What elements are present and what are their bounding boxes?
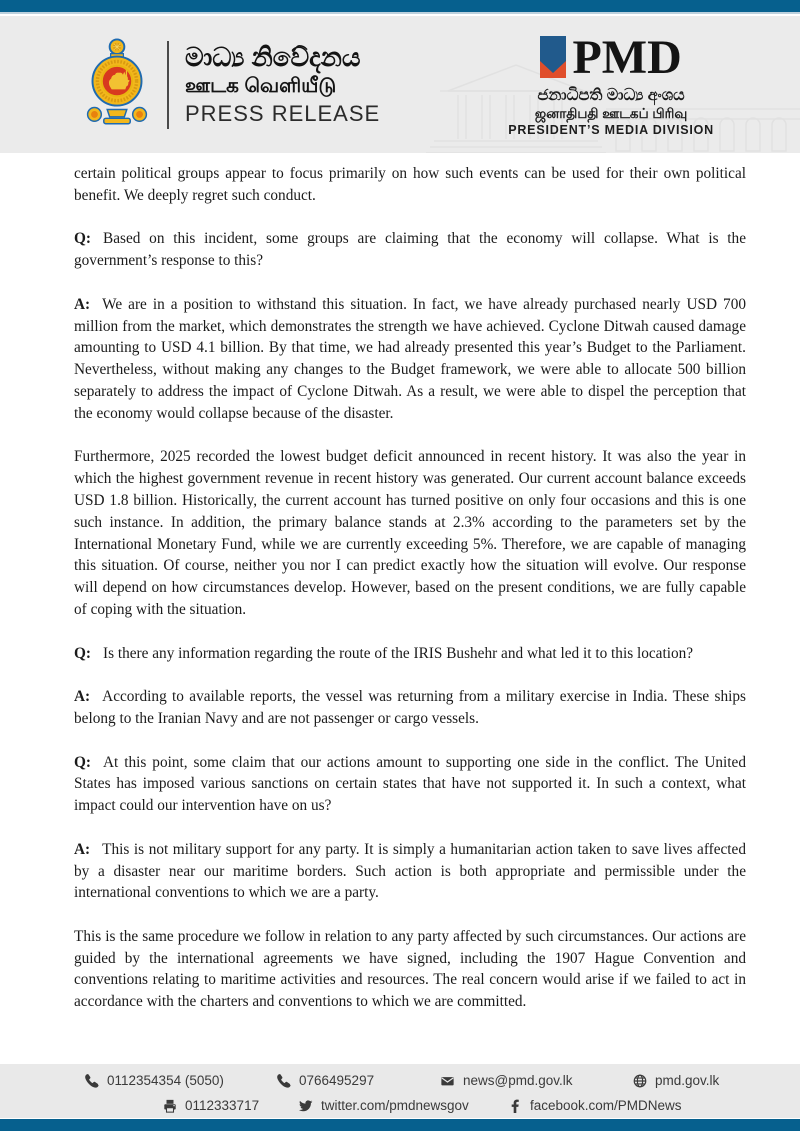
pmd-logo-block [508, 31, 714, 138]
sri-lanka-emblem-icon [85, 36, 149, 134]
qa-label: Q: [74, 230, 91, 248]
globe-icon [633, 1074, 647, 1088]
email-icon [440, 1074, 455, 1088]
press-release-title-tamil: ஊடக வெளியீடு [185, 75, 337, 97]
footer-website [633, 1073, 719, 1088]
footer-phone-2-text: 0766495297 [299, 1073, 375, 1088]
press-release-title-block [185, 42, 380, 128]
fax-icon [163, 1099, 177, 1113]
paragraph [74, 839, 746, 904]
footer-phone-1 [85, 1073, 224, 1088]
paragraph [74, 926, 746, 1013]
header [0, 16, 800, 153]
twitter-icon [298, 1099, 313, 1113]
footer-contact-bar [0, 1064, 800, 1118]
paragraph-text: Based on this incident, some groups are claiming that the economy will collapse. What is the government’s response to this? [74, 230, 746, 270]
paragraph-text: This is the same procedure we follow in relation to any party affected by such circumstances. Our actions are guided by the international agreements we have signed, including the 1907 Hague Convention and conventions relating to maritime activities and resources. The real concern would arise if we failed to act in accordance with the charters and conventions to which we are committed. [74, 927, 746, 1011]
press-release-title-english: PRESS RELEASE [185, 101, 381, 126]
header-divider [167, 41, 169, 129]
paragraph [74, 752, 746, 817]
pmd-caption-tamil: ஜனாதிபதி ஊடகப் பிரிவு [534, 106, 688, 121]
paragraph [74, 163, 746, 207]
qa-label: Q: [74, 644, 91, 662]
paragraph-text: certain political groups appear to focus primarily on how such events can be used for their own political benefit. We deeply regret such conduct. [74, 165, 746, 204]
document-body [74, 153, 746, 1035]
phone-icon [277, 1074, 291, 1088]
footer-phone-2 [277, 1073, 374, 1088]
footer-website-text: pmd.gov.lk [655, 1073, 720, 1088]
paragraph [74, 686, 746, 730]
paragraph-text: We are in a position to withstand this situation. In fact, we have already purchased nearly USD 700 million from the market, which demonstrates the strength we have achieved. Cyclone Ditwah caused damage amounting to USD 4.1 billion. By that time, we had already presented this year’s Budget to the Parliament. Nevertheless, without making any changes to the Budget framework, we were able to allocate 500 billion separately to address the impact of Cyclone Ditwah. As a result, we were able to dispel the perception that the economy would collapse because of the disaster. [74, 295, 746, 422]
pmd-logo-row [540, 31, 682, 84]
qa-label: A: [74, 840, 91, 858]
paragraph-text: This is not military support for any party. It is simply a humanitarian action taken to save lives affected by a disaster near our maritime borders. Such action is both appropriate and permissible under the international conventions to which we are a party. [74, 840, 746, 902]
footer-email [440, 1073, 573, 1088]
pmd-wordmark: PMD [572, 31, 682, 84]
press-release-title-sinhala: මාධ්‍ය නිවේදනය [185, 42, 361, 72]
paragraph [74, 294, 746, 425]
phone-icon [85, 1074, 99, 1088]
footer-facebook [508, 1098, 682, 1113]
footer-twitter [298, 1098, 469, 1113]
paragraph-text: Is there any information regarding the route of the IRIS Bushehr and what led it to this location? [103, 644, 694, 662]
paragraph-text: At this point, some claim that our actions amount to supporting one side in the conflict. The United States has imposed various sanctions on certain states that have not supported it. In such a context, what impact could our intervention have on us? [74, 753, 746, 815]
footer-facebook-text: facebook.com/PMDNews [530, 1098, 682, 1113]
pmd-caption-sinhala: ජනාධිපති මාධ්‍ය අංශය [537, 87, 685, 104]
top-accent-bar [0, 0, 800, 14]
pmd-flag-icon [540, 36, 566, 78]
footer-twitter-text: twitter.com/pmdnewsgov [321, 1098, 469, 1113]
pmd-caption-english: PRESIDENT’S MEDIA DIVISION [508, 123, 714, 137]
paragraph-text: Furthermore, 2025 recorded the lowest budget deficit announced in recent history. It was also the year in which the highest government revenue in recent history was generated. Our current account balance exceeds USD 1.8 billion. Historically, the current account has turned positive on only four occasions and this is one such instance. In addition, the primary balance stands at 2.3% according to the parameters set by the International Monetary Fund, while we are currently exceeding 5%. Therefore, we are capable of managing this situation. Of course, neither you nor I can predict exactly how the situation will evolve. Our response will depend on how circumstances develop. However, based on the present conditions, we are fully capable of coping with the situation. [74, 448, 746, 618]
footer-fax [163, 1098, 259, 1113]
qa-label: Q: [74, 753, 91, 771]
paragraph [74, 228, 746, 272]
paragraph [74, 643, 746, 665]
paragraph [74, 446, 746, 620]
header-left-block [85, 36, 380, 134]
footer-fax-text: 0112333717 [185, 1098, 260, 1113]
footer-phone-1-text: 0112354354 (5050) [107, 1073, 224, 1088]
qa-label: A: [74, 295, 91, 313]
paragraph-text: According to available reports, the vessel was returning from a military exercise in India. These ships belong to the Iranian Navy and are not passenger or cargo vessels. [74, 688, 746, 727]
footer-email-text: news@pmd.gov.lk [463, 1073, 573, 1088]
facebook-icon [508, 1099, 522, 1113]
qa-label: A: [74, 688, 91, 706]
bottom-accent-bar [0, 1119, 800, 1131]
